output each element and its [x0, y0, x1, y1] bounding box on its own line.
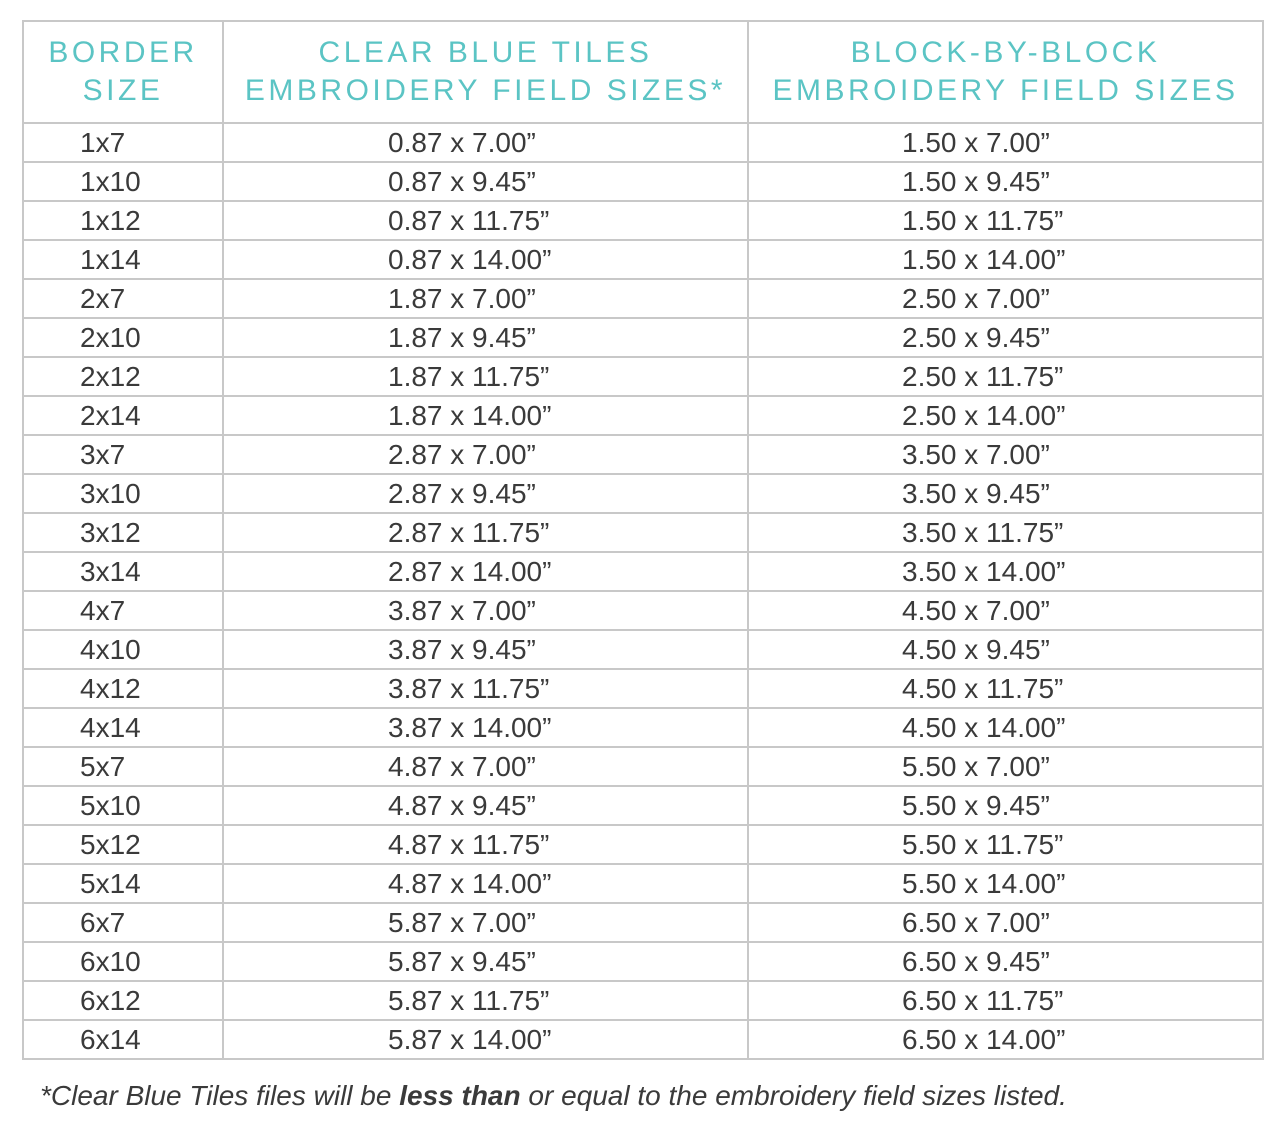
clear-blue-tiles-size-cell: 3.87 x 7.00” — [223, 591, 748, 630]
block-by-block-size-cell: 1.50 x 7.00” — [748, 123, 1263, 162]
border-size-cell: 5x14 — [23, 864, 223, 903]
table-row — [23, 708, 1263, 747]
border-size-cell: 1x10 — [23, 162, 223, 201]
block-by-block-size-cell: 5.50 x 14.00” — [748, 864, 1263, 903]
clear-blue-tiles-size-cell: 3.87 x 11.75” — [223, 669, 748, 708]
clear-blue-tiles-size-cell: 2.87 x 9.45” — [223, 474, 748, 513]
table-row — [23, 357, 1263, 396]
table-row — [23, 513, 1263, 552]
block-by-block-size-cell: 6.50 x 9.45” — [748, 942, 1263, 981]
table-row — [23, 396, 1263, 435]
border-size-cell: 4x12 — [23, 669, 223, 708]
block-by-block-size-cell: 2.50 x 14.00” — [748, 396, 1263, 435]
clear-blue-tiles-size-cell: 1.87 x 7.00” — [223, 279, 748, 318]
border-size-cell: 2x7 — [23, 279, 223, 318]
border-size-cell: 2x12 — [23, 357, 223, 396]
block-by-block-size-cell: 4.50 x 7.00” — [748, 591, 1263, 630]
footnote-prefix: *Clear Blue Tiles files will be — [40, 1080, 400, 1111]
border-size-cell: 4x14 — [23, 708, 223, 747]
clear-blue-tiles-size-cell: 4.87 x 14.00” — [223, 864, 748, 903]
clear-blue-tiles-size-cell: 2.87 x 11.75” — [223, 513, 748, 552]
border-size-cell: 5x10 — [23, 786, 223, 825]
clear-blue-tiles-size-cell: 4.87 x 9.45” — [223, 786, 748, 825]
clear-blue-tiles-size-cell: 3.87 x 14.00” — [223, 708, 748, 747]
border-size-cell: 6x12 — [23, 981, 223, 1020]
block-by-block-size-cell: 2.50 x 7.00” — [748, 279, 1263, 318]
header-clear-blue-tiles — [223, 21, 748, 123]
table-row — [23, 825, 1263, 864]
border-size-cell: 4x10 — [23, 630, 223, 669]
border-size-cell: 6x10 — [23, 942, 223, 981]
block-by-block-size-cell: 4.50 x 9.45” — [748, 630, 1263, 669]
clear-blue-tiles-size-cell: 2.87 x 14.00” — [223, 552, 748, 591]
block-by-block-size-cell: 1.50 x 11.75” — [748, 201, 1263, 240]
block-by-block-size-cell: 2.50 x 11.75” — [748, 357, 1263, 396]
table-row — [23, 786, 1263, 825]
header-clear-blue-tiles-line-1: CLEAR BLUE TILES — [318, 36, 653, 69]
table-row — [23, 669, 1263, 708]
clear-blue-tiles-size-cell: 2.87 x 7.00” — [223, 435, 748, 474]
footnote — [40, 1080, 1067, 1112]
border-size-cell: 6x14 — [23, 1020, 223, 1059]
clear-blue-tiles-size-cell: 1.87 x 9.45” — [223, 318, 748, 357]
table-row — [23, 903, 1263, 942]
clear-blue-tiles-size-cell: 0.87 x 14.00” — [223, 240, 748, 279]
block-by-block-size-cell: 6.50 x 7.00” — [748, 903, 1263, 942]
table-row — [23, 318, 1263, 357]
block-by-block-size-cell: 3.50 x 14.00” — [748, 552, 1263, 591]
footnote-suffix: or equal to the embroidery field sizes listed. — [520, 1080, 1067, 1111]
block-by-block-size-cell: 5.50 x 9.45” — [748, 786, 1263, 825]
border-size-cell: 3x12 — [23, 513, 223, 552]
block-by-block-size-cell: 6.50 x 14.00” — [748, 1020, 1263, 1059]
header-border-size-line-2: SIZE — [82, 74, 164, 107]
table-row — [23, 942, 1263, 981]
border-size-cell: 5x7 — [23, 747, 223, 786]
header-clear-blue-tiles-line-2: EMBROIDERY FIELD SIZES* — [244, 74, 727, 107]
border-size-cell: 6x7 — [23, 903, 223, 942]
clear-blue-tiles-size-cell: 5.87 x 14.00” — [223, 1020, 748, 1059]
table-row — [23, 747, 1263, 786]
block-by-block-size-cell: 4.50 x 11.75” — [748, 669, 1263, 708]
clear-blue-tiles-size-cell: 5.87 x 9.45” — [223, 942, 748, 981]
table-row — [23, 279, 1263, 318]
clear-blue-tiles-size-cell: 1.87 x 11.75” — [223, 357, 748, 396]
table-row — [23, 630, 1263, 669]
table-row — [23, 1020, 1263, 1059]
border-size-cell: 1x12 — [23, 201, 223, 240]
table-row — [23, 864, 1263, 903]
table-row — [23, 435, 1263, 474]
block-by-block-size-cell: 3.50 x 11.75” — [748, 513, 1263, 552]
block-by-block-size-cell: 4.50 x 14.00” — [748, 708, 1263, 747]
clear-blue-tiles-size-cell: 1.87 x 14.00” — [223, 396, 748, 435]
table-row — [23, 981, 1263, 1020]
clear-blue-tiles-size-cell: 3.87 x 9.45” — [223, 630, 748, 669]
block-by-block-size-cell: 3.50 x 7.00” — [748, 435, 1263, 474]
block-by-block-size-cell: 2.50 x 9.45” — [748, 318, 1263, 357]
table-body — [23, 123, 1263, 1059]
clear-blue-tiles-size-cell: 0.87 x 11.75” — [223, 201, 748, 240]
table-row — [23, 162, 1263, 201]
border-size-cell: 2x10 — [23, 318, 223, 357]
border-size-cell: 1x7 — [23, 123, 223, 162]
border-size-cell: 3x10 — [23, 474, 223, 513]
table-row — [23, 552, 1263, 591]
clear-blue-tiles-size-cell: 0.87 x 7.00” — [223, 123, 748, 162]
border-size-cell: 5x12 — [23, 825, 223, 864]
border-size-cell: 3x14 — [23, 552, 223, 591]
table-row — [23, 474, 1263, 513]
table-row — [23, 591, 1263, 630]
header-block-by-block-line-2: EMBROIDERY FIELD SIZES — [772, 74, 1239, 107]
header-block-by-block — [748, 21, 1263, 123]
header-block-by-block-line-1: BLOCK-BY-BLOCK — [850, 36, 1161, 69]
block-by-block-size-cell: 5.50 x 7.00” — [748, 747, 1263, 786]
block-by-block-size-cell: 3.50 x 9.45” — [748, 474, 1263, 513]
footnote-emphasis: less than — [399, 1080, 521, 1111]
clear-blue-tiles-size-cell: 4.87 x 11.75” — [223, 825, 748, 864]
clear-blue-tiles-size-cell: 5.87 x 7.00” — [223, 903, 748, 942]
table-row — [23, 123, 1263, 162]
border-size-cell: 1x14 — [23, 240, 223, 279]
table-header-row — [23, 21, 1263, 123]
header-border-size — [23, 21, 223, 123]
embroidery-field-size-table — [22, 20, 1264, 1060]
border-size-cell: 2x14 — [23, 396, 223, 435]
clear-blue-tiles-size-cell: 4.87 x 7.00” — [223, 747, 748, 786]
header-border-size-line-1: BORDER — [48, 36, 198, 69]
table-row — [23, 201, 1263, 240]
clear-blue-tiles-size-cell: 0.87 x 9.45” — [223, 162, 748, 201]
block-by-block-size-cell: 6.50 x 11.75” — [748, 981, 1263, 1020]
clear-blue-tiles-size-cell: 5.87 x 11.75” — [223, 981, 748, 1020]
border-size-cell: 4x7 — [23, 591, 223, 630]
block-by-block-size-cell: 5.50 x 11.75” — [748, 825, 1263, 864]
table-row — [23, 240, 1263, 279]
block-by-block-size-cell: 1.50 x 14.00” — [748, 240, 1263, 279]
block-by-block-size-cell: 1.50 x 9.45” — [748, 162, 1263, 201]
border-size-cell: 3x7 — [23, 435, 223, 474]
